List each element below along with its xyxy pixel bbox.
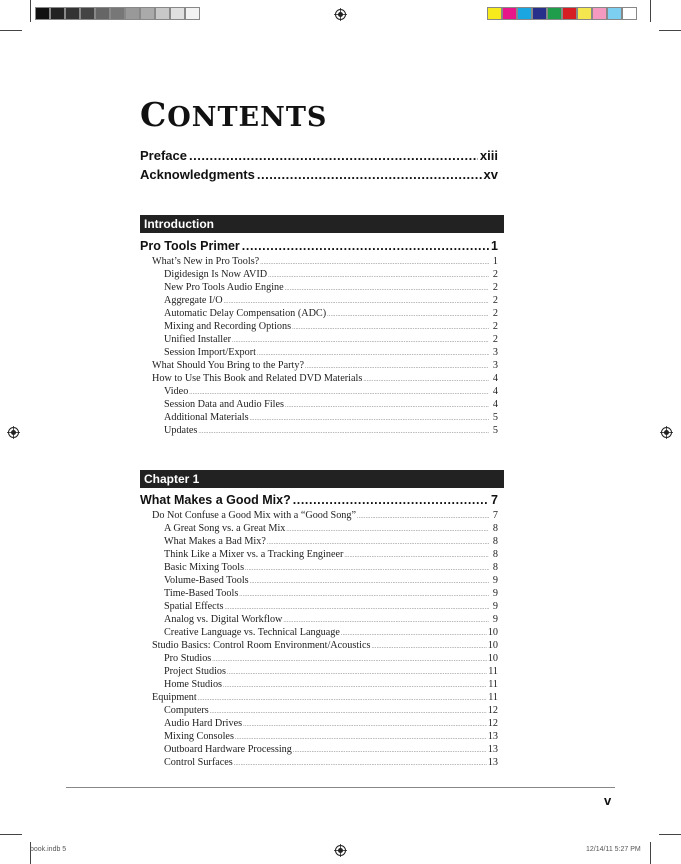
toc-entry[interactable] <box>140 692 498 705</box>
toc-entry-title: Think Like a Mixer vs. a Tracking Engineer <box>164 549 344 560</box>
toc-entry[interactable] <box>140 575 498 588</box>
toc-page-number: 13 <box>487 731 498 742</box>
color-swatch <box>487 7 502 20</box>
toc-entry-title: Analog vs. Digital Workflow <box>164 614 283 625</box>
toc-entry-title: What Should You Bring to the Party? <box>152 360 304 371</box>
dot-leader <box>268 269 489 280</box>
toc-chapter-entry[interactable] <box>140 239 498 256</box>
toc-page-number: 11 <box>488 692 498 703</box>
toc-page-number: xiii <box>479 148 498 163</box>
color-swatch <box>502 7 517 20</box>
toc-entry[interactable] <box>140 308 498 321</box>
color-swatch <box>35 7 50 20</box>
toc-entry[interactable] <box>140 334 498 347</box>
slug-file: book.indb 5 <box>30 846 67 853</box>
crop-mark <box>0 30 22 31</box>
toc-entry-title: Do Not Confuse a Good Mix with a “Good Song” <box>152 510 357 521</box>
toc-entry-title: Updates <box>164 425 198 436</box>
toc-entry[interactable] <box>140 601 498 614</box>
dot-leader <box>286 523 489 534</box>
toc-page-number: 8 <box>492 562 498 573</box>
toc-page-number: 2 <box>492 295 498 306</box>
toc-entry[interactable] <box>140 536 498 549</box>
toc-entry[interactable] <box>140 627 498 640</box>
toc-page-number: 3 <box>492 360 498 371</box>
toc-entry-title: Time-Based Tools <box>164 588 239 599</box>
toc-entry[interactable] <box>140 269 498 282</box>
toc-page-number: 9 <box>492 575 498 586</box>
toc-page-number: 2 <box>492 269 498 280</box>
toc-page-number: 10 <box>487 653 498 664</box>
dot-leader <box>227 666 487 677</box>
toc-entry[interactable] <box>140 562 498 575</box>
toc-page-number: 1 <box>491 239 498 253</box>
toc-page-number: 3 <box>492 347 498 358</box>
color-swatch <box>50 7 65 20</box>
dot-leader <box>232 334 489 345</box>
color-swatch <box>80 7 95 20</box>
dot-leader <box>189 386 489 397</box>
dot-leader <box>344 549 489 560</box>
color-swatch <box>110 7 125 20</box>
dot-leader <box>225 601 489 612</box>
toc-entry-title: What Makes a Bad Mix? <box>164 536 266 547</box>
toc-entry-title: Digidesign Is Now AVID <box>164 269 268 280</box>
toc-page-number: 5 <box>492 412 498 423</box>
toc-entry[interactable] <box>140 614 498 627</box>
toc-page-number: 5 <box>492 425 498 436</box>
dot-leader <box>283 614 489 625</box>
toc-page-number: 10 <box>487 627 498 638</box>
toc-entry-title: Studio Basics: Control Room Environment/Acoustics <box>152 640 371 651</box>
toc-entry-title: Volume-Based Tools <box>164 575 249 586</box>
toc-page-number: 7 <box>491 493 498 507</box>
toc-page-number: 8 <box>492 523 498 534</box>
toc-entry-title: What’s New in Pro Tools? <box>152 256 260 267</box>
dot-leader <box>371 640 486 651</box>
dot-leader <box>257 167 482 182</box>
toc-entry[interactable] <box>140 510 498 523</box>
registration-mark-icon <box>660 426 673 439</box>
page-title-rest: ONTENTS <box>167 102 328 133</box>
toc-page-number: 13 <box>487 744 498 755</box>
crop-mark <box>650 842 651 864</box>
front-matter-entry[interactable] <box>140 148 498 167</box>
crop-mark <box>650 0 651 22</box>
page-title-cap: C <box>140 95 168 134</box>
toc-entry-title: Unified Installer <box>164 334 232 345</box>
dot-leader <box>250 575 489 586</box>
toc-entry[interactable] <box>140 757 498 770</box>
toc-entry-title: Spatial Effects <box>164 601 224 612</box>
dot-leader <box>245 562 489 573</box>
dot-leader <box>189 148 478 163</box>
color-swatch <box>547 7 562 20</box>
toc-entry[interactable] <box>140 373 498 386</box>
toc-page-number: 12 <box>487 705 498 716</box>
color-swatch <box>607 7 622 20</box>
dot-leader <box>224 295 489 306</box>
toc-page-number: 2 <box>492 308 498 319</box>
toc-entry[interactable] <box>140 523 498 536</box>
toc-page-number: 1 <box>492 256 498 267</box>
toc-page-number: 9 <box>492 601 498 612</box>
dot-leader <box>327 308 489 319</box>
dot-leader <box>242 239 489 253</box>
toc-page-number: 9 <box>492 614 498 625</box>
folio: v <box>604 793 612 808</box>
color-swatch <box>517 7 532 20</box>
toc-page-number: 12 <box>487 718 498 729</box>
footer-rule <box>66 787 615 788</box>
toc-entry-title: Computers <box>164 705 209 716</box>
toc-page-number: 8 <box>492 549 498 560</box>
toc-entry[interactable] <box>140 653 498 666</box>
section-bar-introduction: Introduction <box>140 215 504 233</box>
registration-mark-icon <box>334 8 347 21</box>
dot-leader <box>250 412 489 423</box>
page-title <box>140 95 327 134</box>
toc-entry[interactable] <box>140 640 498 653</box>
toc-entry-title: Control Surfaces <box>164 757 233 768</box>
toc-entry-title: What Makes a Good Mix? <box>140 493 291 507</box>
color-swatch <box>170 7 185 20</box>
slug-timestamp: 12/14/11 5:27 PM <box>586 846 641 853</box>
toc-entry-title: Equipment <box>152 692 197 703</box>
toc-entry-title: Audio Hard Drives <box>164 718 243 729</box>
color-swatch <box>95 7 110 20</box>
dot-leader <box>198 692 487 703</box>
color-swatch <box>577 7 592 20</box>
toc-entry[interactable] <box>140 744 498 757</box>
dot-leader <box>235 731 487 742</box>
dot-leader <box>341 627 487 638</box>
toc-page-number: 11 <box>488 679 498 690</box>
toc-page-number: 2 <box>492 334 498 345</box>
toc-entry-title: Home Studios <box>164 679 223 690</box>
toc-page-number: 4 <box>492 399 498 410</box>
dot-leader <box>285 399 489 410</box>
color-swatch <box>592 7 607 20</box>
dot-leader <box>285 282 489 293</box>
toc-entry[interactable] <box>140 549 498 562</box>
toc-entry-title: Video <box>164 386 189 397</box>
toc-entry[interactable] <box>140 282 498 295</box>
toc-page-number: 2 <box>492 321 498 332</box>
color-swatch <box>185 7 200 20</box>
toc-page-number: 8 <box>492 536 498 547</box>
toc-entry-title: Mixing Consoles <box>164 731 234 742</box>
dot-leader <box>293 744 487 755</box>
toc-entry[interactable] <box>140 295 498 308</box>
dot-leader <box>357 510 489 521</box>
toc-entry[interactable] <box>140 256 498 269</box>
toc-entry-title: Additional Materials <box>164 412 249 423</box>
dot-leader <box>257 347 489 358</box>
process-color-bar <box>487 7 637 20</box>
color-swatch <box>140 7 155 20</box>
toc-entry-title: Automatic Delay Compensation (ADC) <box>164 308 327 319</box>
toc-page-number: 9 <box>492 588 498 599</box>
toc-entry-title: Creative Language vs. Technical Language <box>164 627 340 638</box>
dot-leader <box>239 588 489 599</box>
toc-entry[interactable] <box>140 399 498 412</box>
color-swatch <box>65 7 80 20</box>
dot-leader <box>223 679 487 690</box>
toc-entry[interactable] <box>140 718 498 731</box>
color-swatch <box>532 7 547 20</box>
dot-leader <box>234 757 487 768</box>
toc-entry-title: Project Studios <box>164 666 226 677</box>
crop-mark <box>659 30 681 31</box>
toc-entry[interactable] <box>140 412 498 425</box>
toc-entry[interactable] <box>140 705 498 718</box>
toc-entry-title: Outboard Hardware Processing <box>164 744 292 755</box>
dot-leader <box>292 321 489 332</box>
toc-entry-title: Mixing and Recording Options <box>164 321 292 332</box>
toc-entry[interactable] <box>140 425 498 438</box>
toc-entry[interactable] <box>140 321 498 334</box>
section-bar-chapter-1: Chapter 1 <box>140 470 504 488</box>
dot-leader <box>212 653 487 664</box>
dot-leader <box>243 718 487 729</box>
color-swatch <box>125 7 140 20</box>
dot-leader <box>210 705 487 716</box>
toc-entry-title: Pro Tools Primer <box>140 239 240 253</box>
color-swatch <box>622 7 637 20</box>
front-matter-entries <box>140 148 498 186</box>
toc-entry-title: Session Import/Export <box>164 347 256 358</box>
dot-leader <box>267 536 489 547</box>
crop-mark <box>30 0 31 22</box>
toc-entry[interactable] <box>140 386 498 399</box>
toc-entry[interactable] <box>140 679 498 692</box>
toc-page-number: 7 <box>492 510 498 521</box>
registration-mark-icon <box>334 844 347 857</box>
section-chapter-1 <box>140 493 498 770</box>
toc-page-number: 4 <box>492 373 498 384</box>
dot-leader <box>363 373 489 384</box>
crop-mark <box>659 834 681 835</box>
color-swatch <box>155 7 170 20</box>
toc-page-number: xv <box>483 167 498 182</box>
toc-page-number: 10 <box>487 640 498 651</box>
toc-page-number: 4 <box>492 386 498 397</box>
toc-entry[interactable] <box>140 731 498 744</box>
grayscale-color-bar <box>35 7 200 20</box>
dot-leader <box>293 493 489 507</box>
toc-entry-title: New Pro Tools Audio Engine <box>164 282 284 293</box>
toc-entry-title: Aggregate I/O <box>164 295 223 306</box>
toc-chapter-entry[interactable] <box>140 493 498 510</box>
dot-leader <box>260 256 489 267</box>
toc-page-number: 13 <box>487 757 498 768</box>
toc-entry[interactable] <box>140 588 498 601</box>
section-introduction <box>140 239 498 438</box>
toc-entry-title: Pro Studios <box>164 653 212 664</box>
front-matter-entry[interactable] <box>140 167 498 186</box>
toc-page-number: 2 <box>492 282 498 293</box>
toc-entry-title: Preface <box>140 148 187 163</box>
dot-leader <box>305 360 489 371</box>
toc-page-number: 11 <box>488 666 498 677</box>
toc-entry-title: Session Data and Audio Files <box>164 399 284 410</box>
toc-entry[interactable] <box>140 347 498 360</box>
toc-entry[interactable] <box>140 360 498 373</box>
toc-entry-title: A Great Song vs. a Great Mix <box>164 523 286 534</box>
color-swatch <box>562 7 577 20</box>
registration-mark-icon <box>7 426 20 439</box>
toc-entry[interactable] <box>140 666 498 679</box>
toc-entry-title: Basic Mixing Tools <box>164 562 245 573</box>
toc-entry-title: Acknowledgments <box>140 167 255 182</box>
toc-entry-title: How to Use This Book and Related DVD Materials <box>152 373 363 384</box>
dot-leader <box>198 425 489 436</box>
crop-mark <box>0 834 22 835</box>
